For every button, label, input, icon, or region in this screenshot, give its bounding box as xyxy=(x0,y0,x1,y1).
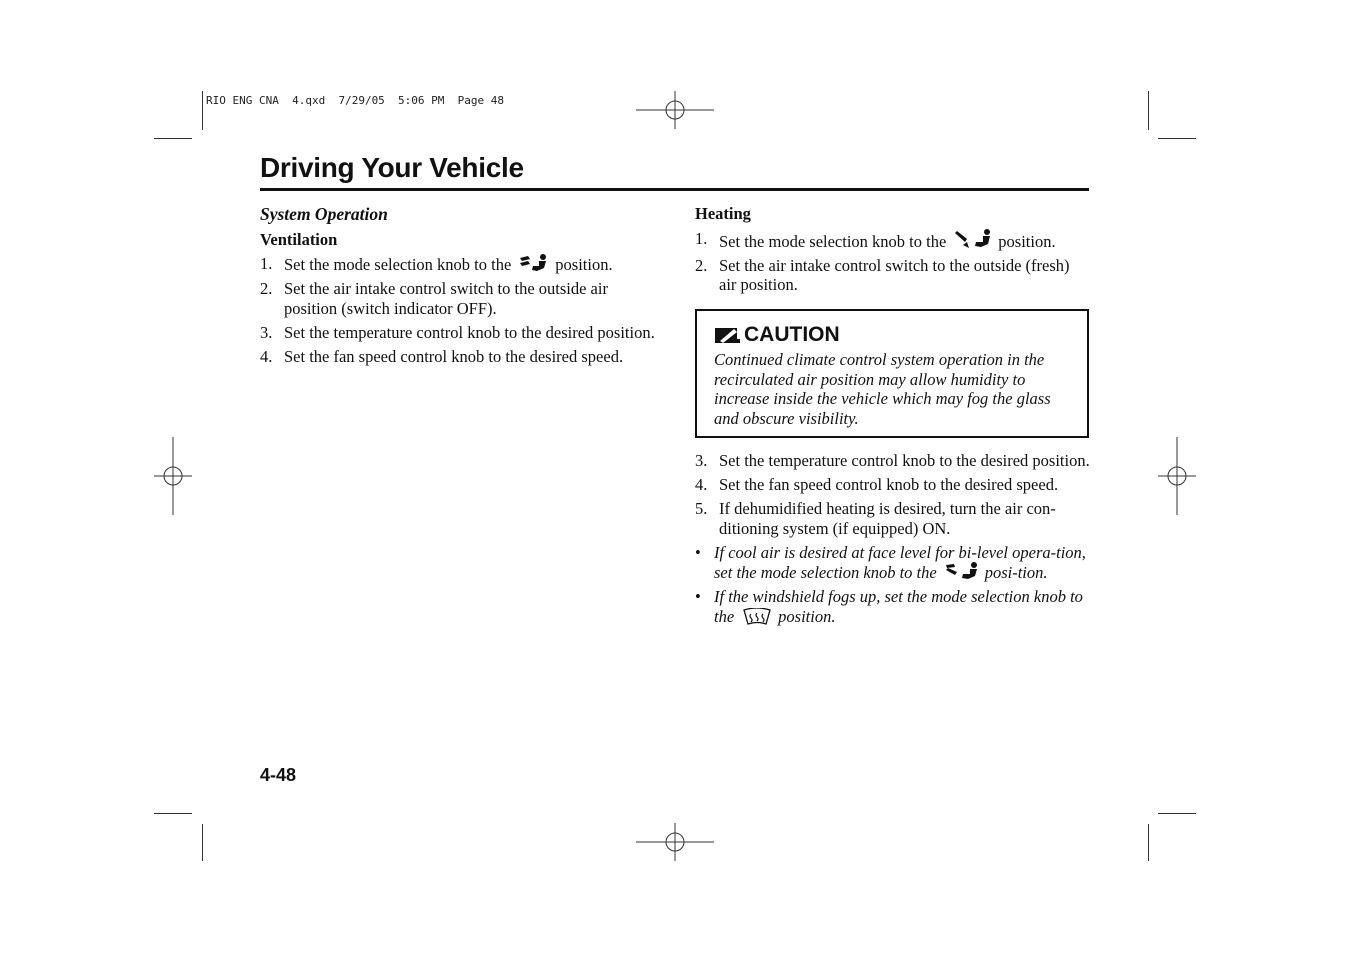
step-text: If dehumidified heating is desired, turn the air con-ditioning system (if equipped) ON. xyxy=(719,499,1056,538)
step-number: 2. xyxy=(260,279,273,298)
step-number: 3. xyxy=(260,322,273,342)
bullet: • xyxy=(695,542,701,562)
step-number: 4. xyxy=(695,475,708,494)
caution-text: Continued climate control system operation in the recirculated air position may allow humidity to increase inside the vehicle which may fog the glass and obscure visibility. xyxy=(714,350,1051,428)
section-heading: System Operation xyxy=(260,204,388,224)
list-item xyxy=(695,229,1091,252)
caution-heading xyxy=(715,323,840,347)
right-column-bottom xyxy=(695,451,1091,631)
step-text: Set the fan speed control knob to the desired speed. xyxy=(719,475,1059,494)
heating-heading: Heating xyxy=(695,204,751,223)
caution-label: CAUTION xyxy=(744,323,840,346)
crop-mark xyxy=(154,813,192,814)
bullet-text: posi-tion. xyxy=(984,563,1048,582)
floor-vent-icon xyxy=(954,229,992,251)
crop-mark xyxy=(202,91,203,130)
registration-mark-icon xyxy=(636,823,714,861)
bullet-text: If cool air is desired at face level for bi-level opera-tion, set the mode selection knob to the xyxy=(714,542,1086,582)
page-number: 4-48 xyxy=(260,765,297,785)
list-item xyxy=(695,451,1091,471)
title-rule xyxy=(260,188,1089,191)
crop-mark xyxy=(1148,91,1149,130)
print-slug: RIO ENG CNA 4.qxd 7/29/05 5:06 PM Page 48 xyxy=(206,94,505,107)
step-number: 1. xyxy=(260,254,273,273)
caution-box xyxy=(695,309,1089,438)
crop-mark xyxy=(1148,824,1149,861)
ventilation-steps xyxy=(260,254,660,366)
list-item xyxy=(260,323,660,343)
list-item xyxy=(695,256,1091,295)
registration-mark-icon xyxy=(154,437,192,515)
crop-mark xyxy=(1158,138,1196,139)
list-item xyxy=(695,475,1091,495)
step-number: 3. xyxy=(695,451,708,470)
caution-icon xyxy=(715,326,741,344)
heating-tips xyxy=(695,543,1091,627)
left-column xyxy=(260,205,660,371)
bullet-text: position. xyxy=(778,606,836,626)
step-text: Set the temperature control knob to the desired position. xyxy=(284,322,655,342)
step-text: Set the air intake control switch to the outside (fresh) air position. xyxy=(719,255,1070,294)
defrost-icon xyxy=(742,608,772,626)
list-item xyxy=(695,499,1091,538)
page-title: Driving Your Vehicle xyxy=(260,152,524,183)
crop-mark xyxy=(1158,813,1196,814)
step-text: position. xyxy=(998,231,1056,251)
step-text: Set the temperature control knob to the desired position. xyxy=(719,451,1090,470)
list-item xyxy=(260,254,660,275)
list-item xyxy=(260,347,660,367)
crop-mark xyxy=(202,824,203,861)
list-item xyxy=(695,587,1091,626)
crop-mark xyxy=(154,138,192,139)
list-item xyxy=(695,543,1091,583)
face-vent-icon xyxy=(519,254,549,274)
registration-mark-icon xyxy=(1158,437,1196,515)
step-text: Set the mode selection knob to the xyxy=(719,231,947,251)
step-text: Set the fan speed control knob to the desired speed. xyxy=(284,346,624,366)
right-column-top xyxy=(695,204,1091,299)
ventilation-heading: Ventilation xyxy=(260,229,338,249)
step-number: 1. xyxy=(695,228,708,248)
bullet-text: If the windshield fogs up, set the mode selection knob to the xyxy=(714,587,1083,626)
bi-level-vent-icon xyxy=(945,562,979,582)
step-number: 2. xyxy=(695,255,708,275)
list-item xyxy=(260,279,660,318)
step-text: Set the mode selection knob to the xyxy=(284,255,512,274)
registration-mark-icon xyxy=(636,91,714,129)
step-number: 4. xyxy=(260,346,273,366)
step-text: Set the air intake control switch to the outside air position (switch indicator OFF). xyxy=(284,279,608,318)
heating-steps xyxy=(695,229,1091,295)
step-text: position. xyxy=(555,255,613,274)
step-number: 5. xyxy=(695,499,708,518)
heating-steps-continued xyxy=(695,451,1091,538)
bullet: • xyxy=(695,587,701,606)
